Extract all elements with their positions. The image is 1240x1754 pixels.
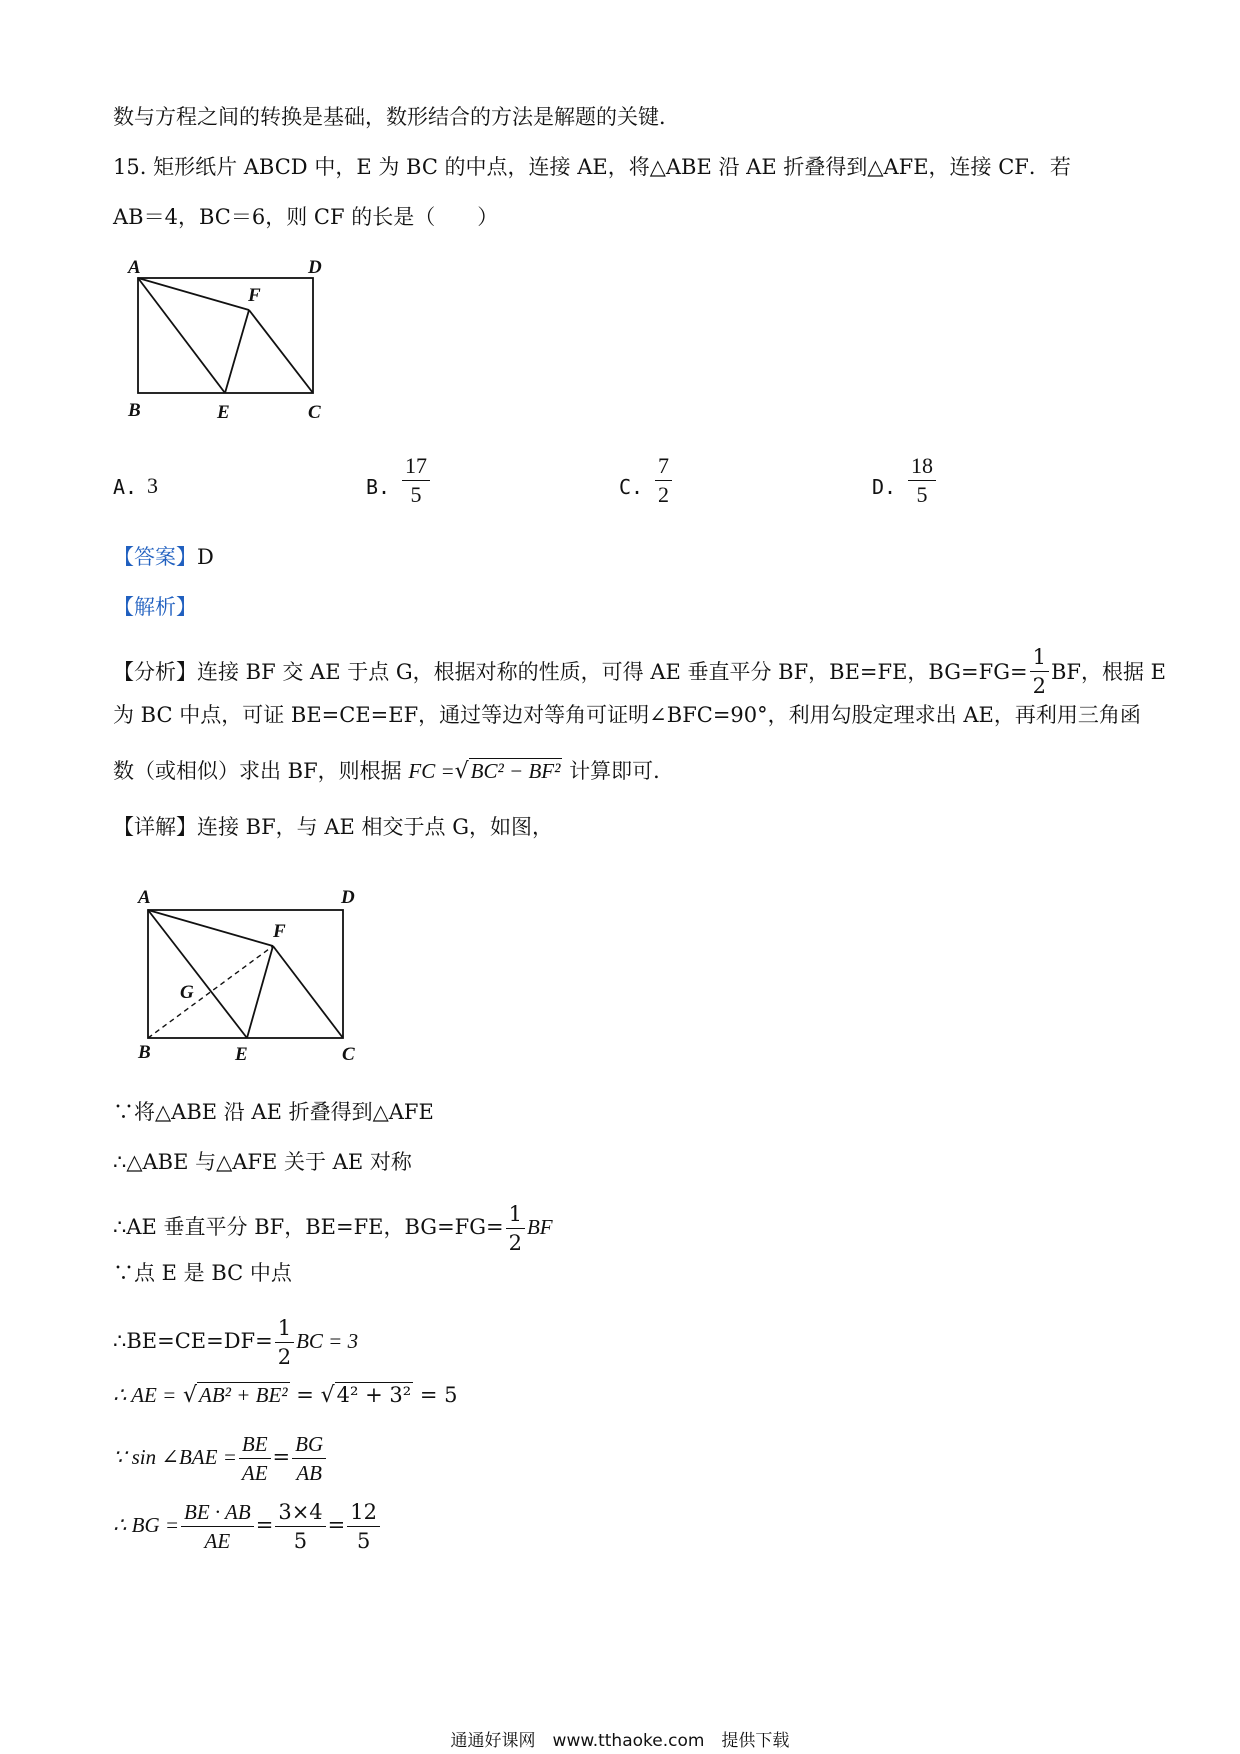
fig2-label-d: D bbox=[341, 887, 355, 908]
step-1: ∵将△ABE 沿 AE 折叠得到△AFE bbox=[113, 1100, 434, 1124]
sqrt-icon: √ bbox=[183, 1383, 198, 1408]
step-7-den-1: AE bbox=[241, 1461, 268, 1485]
fenxi-fraction bbox=[1030, 643, 1049, 700]
step-7-frac-1 bbox=[239, 1430, 271, 1487]
detail-tag: 【详解】 bbox=[113, 815, 197, 839]
option-c-fraction bbox=[655, 452, 672, 509]
fig1-label-d: D bbox=[308, 257, 322, 278]
step-3-den: 2 bbox=[508, 1231, 522, 1255]
option-b-num: 17 bbox=[402, 452, 430, 481]
question-line-1: 15. 矩形纸片 ABCD 中，E 为 BC 的中点，连接 AE，将△ABE 沿 AE 折叠得到△AFE，连接 CF．若 bbox=[113, 155, 1071, 179]
step-3-fraction bbox=[506, 1200, 525, 1257]
step-8-frac-2 bbox=[275, 1498, 325, 1555]
figure-1 bbox=[120, 255, 340, 425]
option-c-den: 2 bbox=[658, 482, 669, 507]
step-5-fraction bbox=[275, 1314, 294, 1371]
option-b-den: 5 bbox=[410, 482, 422, 507]
fig1-label-a: A bbox=[128, 257, 141, 278]
step-7 bbox=[113, 1430, 328, 1487]
step-4: ∵点 E 是 BC 中点 bbox=[113, 1261, 292, 1285]
step-8-den-3: 5 bbox=[356, 1529, 371, 1553]
fenxi-text-3b: 计算即可． bbox=[569, 759, 675, 783]
fig2-label-a: A bbox=[138, 887, 151, 908]
step-6-sqrt-2: 4² + 3² bbox=[336, 1383, 412, 1407]
answer-tag: 【答案】 bbox=[113, 545, 197, 569]
option-d-num: 18 bbox=[908, 452, 936, 481]
step-8-num-3: 12 bbox=[347, 1498, 380, 1527]
sqrt-icon: √ bbox=[454, 759, 469, 784]
fig1-label-b: B bbox=[128, 400, 141, 421]
option-a-label: A. bbox=[113, 475, 138, 499]
page-footer: 通通好课网 www.tthaoke.com 提供下载 bbox=[450, 1731, 790, 1751]
option-c-num: 7 bbox=[655, 452, 672, 481]
step-7-num-1: BE bbox=[239, 1430, 271, 1459]
option-d-den: 5 bbox=[916, 482, 928, 507]
step-6-mid: = bbox=[296, 1383, 314, 1407]
fig1-label-c: C bbox=[308, 402, 321, 423]
fig1-label-f: F bbox=[248, 285, 261, 306]
step-8-den-2: 5 bbox=[293, 1529, 308, 1553]
step-3-text-b: BF bbox=[526, 1215, 553, 1239]
step-2: ∴△ABE 与△AFE 关于 AE 对称 bbox=[113, 1150, 412, 1174]
fenxi-text-1a: 连接 BF 交 AE 于点 G，根据对称的性质，可得 AE 垂直平分 BF，BE=FE，BG=FG= bbox=[197, 660, 1028, 684]
step-8-frac-1 bbox=[181, 1498, 254, 1555]
detail-line bbox=[113, 812, 553, 842]
fig2-label-f: F bbox=[273, 921, 286, 942]
step-6-sqrt-1: AB² + BE² bbox=[199, 1383, 288, 1407]
question-line-2: AB＝4，BC＝6，则 CF 的长是（ ） bbox=[113, 205, 499, 229]
step-6-end: = 5 bbox=[419, 1383, 458, 1407]
step-5-num: 1 bbox=[275, 1314, 294, 1343]
step-8-text-a: ∴ BG = bbox=[113, 1513, 180, 1537]
step-6-text-a: ∴ AE = bbox=[113, 1383, 177, 1407]
fig2-label-c: C bbox=[342, 1044, 355, 1065]
step-8 bbox=[113, 1498, 382, 1555]
analysis-tag: 【解析】 bbox=[113, 595, 197, 619]
fenxi-text-3a: 数（或相似）求出 BF，则根据 bbox=[113, 759, 402, 783]
fenxi-line-2: 为 BC 中点，可证 BE=CE=EF，通过等边对等角可证明∠BFC=90°，利用勾股定理求出 AE，再利用三角函 bbox=[113, 703, 1141, 727]
detail-text: 连接 BF，与 AE 相交于点 G，如图， bbox=[197, 815, 553, 839]
option-a-value: 3 bbox=[147, 473, 158, 498]
step-8-num-1: BE · AB bbox=[181, 1498, 254, 1527]
step-5-text-b: BC = 3 bbox=[296, 1329, 359, 1353]
step-8-frac-3 bbox=[347, 1498, 380, 1555]
fig1-label-e: E bbox=[217, 402, 230, 423]
fig2-label-b: B bbox=[138, 1042, 151, 1063]
option-b-fraction bbox=[402, 452, 430, 509]
fenxi-line-1 bbox=[113, 645, 1166, 702]
step-5-den: 2 bbox=[277, 1345, 292, 1369]
intro-line: 数与方程之间的转换是基础，数形结合的方法是解题的关键． bbox=[113, 105, 680, 129]
fig2-label-g: G bbox=[180, 982, 194, 1003]
fenxi-frac-den: 2 bbox=[1032, 674, 1046, 698]
fig2-label-e: E bbox=[235, 1044, 248, 1065]
step-7-eq: = bbox=[272, 1445, 291, 1469]
step-8-den-1: AE bbox=[204, 1529, 231, 1553]
option-b-label: B. bbox=[366, 475, 391, 499]
step-7-text-a: ∵ sin ∠BAE = bbox=[113, 1445, 237, 1469]
option-c-label: C. bbox=[619, 475, 644, 499]
step-5-text-a: ∴BE=CE=DF= bbox=[113, 1329, 273, 1353]
step-5 bbox=[113, 1314, 358, 1371]
step-7-den-2: AB bbox=[296, 1461, 322, 1485]
step-3-num: 1 bbox=[506, 1200, 525, 1229]
fenxi-line-3 bbox=[113, 756, 674, 787]
fenxi-frac-num: 1 bbox=[1030, 643, 1049, 672]
option-d-fraction bbox=[908, 452, 936, 509]
answer-value: D bbox=[197, 545, 214, 569]
fenxi-formula-sqrt: BC² − BF² bbox=[470, 759, 561, 783]
fenxi-formula-left: FC = bbox=[408, 759, 455, 783]
step-7-frac-2 bbox=[292, 1430, 326, 1487]
fenxi-text-1b: BF，根据 E bbox=[1050, 660, 1166, 684]
sqrt-icon: √ bbox=[320, 1383, 335, 1408]
step-8-eq-2: = bbox=[327, 1513, 346, 1537]
answer-line bbox=[113, 542, 214, 572]
fenxi-tag: 【分析】 bbox=[113, 660, 197, 684]
step-7-num-2: BG bbox=[292, 1430, 326, 1459]
step-8-num-2: 3×4 bbox=[275, 1498, 325, 1527]
figure-2 bbox=[130, 875, 370, 1065]
step-6 bbox=[113, 1380, 457, 1411]
step-3 bbox=[113, 1200, 553, 1257]
option-d-label: D. bbox=[872, 475, 897, 499]
step-3-text-a: ∴AE 垂直平分 BF，BE=FE，BG=FG= bbox=[113, 1215, 504, 1239]
step-8-eq-1: = bbox=[255, 1513, 274, 1537]
